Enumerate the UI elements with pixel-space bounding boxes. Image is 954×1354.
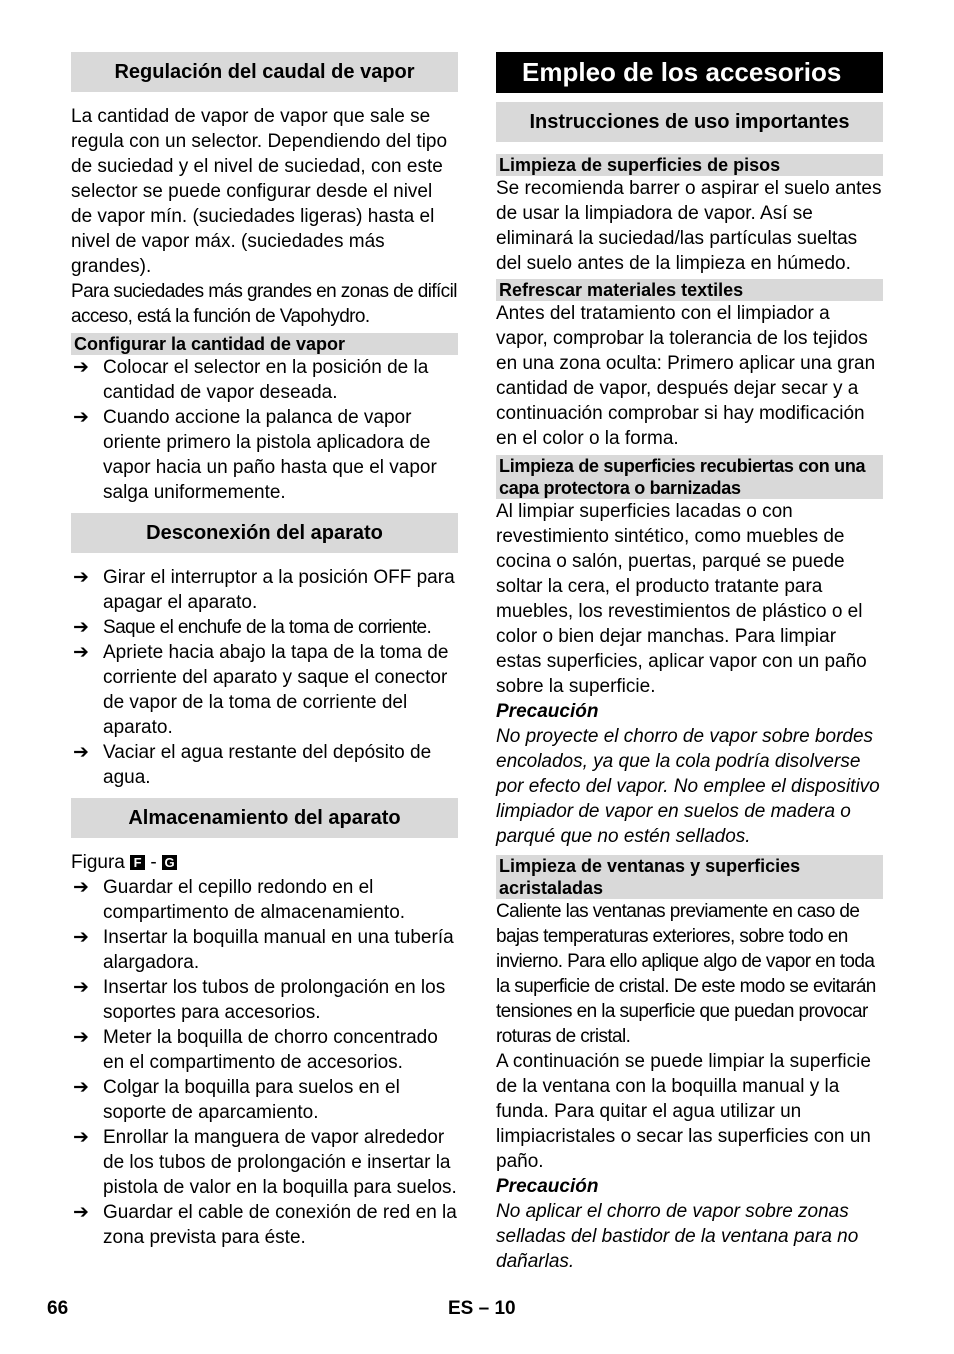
bullet-list — [71, 355, 458, 505]
paragraph: A continuación se puede limpiar la superficie de la ventana con la boquilla manual y la funda. Para quitar el agua utilizar un limpiacristales o secar las superficies con un paño. — [496, 1051, 871, 1172]
list-item: ➔ Guardar el cable de conexión de red en la zona prevista para éste. — [73, 1202, 457, 1248]
caution-text: No aplicar el chorro de vapor sobre zonas selladas del bastidor de la ventana para no dañarlas. — [496, 1201, 859, 1272]
arrow-icon: ➔ — [73, 642, 89, 663]
bullet-list — [71, 875, 458, 1250]
list-item: ➔ Apriete hacia abajo la tapa de la toma de corriente del aparato y saque el conector de vapor de la toma de corriente del aparato. — [73, 642, 449, 738]
list-item: ➔ Colgar la boquilla para suelos en el soporte de aparcamiento. — [73, 1077, 400, 1123]
paragraph: Al limpiar superficies lacadas o con revestimiento sintético, como muebles de cocina o salón, puertas, parqué se puede soltar la cera, el producto tratante para muebles, los revestimientos de plástico o el color o bien dejar manchas. Para limpiar estas superficies, aplicar vapor con un paño sobre la superficie. — [496, 501, 867, 697]
section-heading-disconnect: Desconexión del aparato — [71, 513, 458, 553]
section-heading-storage: Almacenamiento del aparato — [71, 798, 458, 838]
arrow-icon: ➔ — [73, 1127, 89, 1148]
main-heading-accessories: Empleo de los accesorios — [496, 52, 883, 93]
section-heading-important-instructions: Instrucciones de uso importantes — [496, 102, 883, 142]
subheading-floors: Limpieza de superficies de pisos — [496, 154, 883, 176]
arrow-icon: ➔ — [73, 1077, 89, 1098]
list-item: ➔ Insertar la boquilla manual en una tubería alargadora. — [73, 927, 454, 973]
subheading-textiles: Refrescar materiales textiles — [496, 279, 883, 301]
right-column — [496, 52, 883, 1274]
arrow-icon: ➔ — [73, 407, 89, 428]
list-item: ➔ Vaciar el agua restante del depósito de agua. — [73, 742, 432, 788]
figure-reference: Figura F - G — [71, 850, 458, 875]
subheading-configure-steam: Configurar la cantidad de vapor — [71, 333, 458, 355]
list-item: ➔ Girar el interruptor a la posición OFF para apagar el aparato. — [73, 567, 455, 613]
figure-box-f: F — [130, 855, 145, 870]
page-number: 66 — [47, 1298, 69, 1319]
caution-text: No proyecte el chorro de vapor sobre bordes encolados, ya que la cola podría disolverse por efecto del vapor. No emplee el dispositivo limpiador de vapor en suelos de madera o parqué que no estén sellados. — [496, 726, 880, 847]
arrow-icon: ➔ — [73, 1202, 89, 1223]
list-item: ➔ Colocar el selector en la posición de la cantidad de vapor deseada. — [73, 357, 429, 403]
paragraph: Se recomienda barrer o aspirar el suelo antes de usar la limpiadora de vapor. Así se eliminará la suciedad/las partículas sueltas del suelo antes de la limpieza en húmedo. — [496, 178, 882, 274]
arrow-icon: ➔ — [73, 617, 89, 638]
figure-box-g: G — [162, 855, 177, 870]
list-item: ➔ Meter la boquilla de chorro concentrado en el compartimento de accesorios. — [73, 1027, 438, 1073]
paragraph: La cantidad de vapor de vapor que sale se regula con un selector. Dependiendo del tipo de suciedad y el nivel de suciedad, con este selector se puede configurar desde el nivel de vapor mín. (suciedades ligeras) hasta el nivel de vapor máx. (suciedades más grandes). — [71, 106, 448, 277]
paragraph: Antes del tratamiento con el limpiador a vapor, comprobar la tolerancia de los tejidos en una zona oculta: Primero aplicar una gran cantidad de vapor, después dejar secar y a continuación comprobar si hay modificación en el color o la forma. — [496, 303, 876, 449]
arrow-icon: ➔ — [73, 877, 89, 898]
arrow-icon: ➔ — [73, 1027, 89, 1048]
arrow-icon: ➔ — [73, 742, 89, 763]
paragraph: Caliente las ventanas previamente en caso de bajas temperaturas exteriores, sobre todo en invierno. Para ello aplique algo de vapor en toda la superficie de cristal. De este modo se evitarán tensiones en la superficie que puedan provocar roturas de cristal. — [496, 901, 876, 1047]
paragraph: Para suciedades más grandes en zonas de difícil acceso, está la función de Vapohydro. — [71, 281, 457, 327]
list-item: ➔ Insertar los tubos de prolongación en los soportes para accesorios. — [73, 977, 446, 1023]
list-item: ➔ Cuando accione la palanca de vapor oriente primero la pistola aplicadora de vapor hacia un paño hasta que el vapor salga uniformemente. — [73, 407, 437, 503]
arrow-icon: ➔ — [73, 927, 89, 948]
left-column — [71, 52, 458, 1250]
subheading-varnished-surfaces: Limpieza de superficies recubiertas con una capa protectora o barnizadas — [496, 455, 883, 499]
arrow-icon: ➔ — [73, 357, 89, 378]
caution-label: Precaución — [496, 1176, 599, 1197]
list-item: ➔ Saque el enchufe de la toma de corriente. — [73, 617, 432, 638]
bullet-list — [71, 565, 458, 790]
section-heading-steam-flow: Regulación del caudal de vapor — [71, 52, 458, 92]
arrow-icon: ➔ — [73, 977, 89, 998]
list-item: ➔ Enrollar la manguera de vapor alrededor de los tubos de prolongación e insertar la pistola de valor en la boquilla para suelos. — [73, 1127, 457, 1198]
caution-label: Precaución — [496, 701, 599, 722]
list-item: ➔ Guardar el cepillo redondo en el compartimento de almacenamiento. — [73, 877, 406, 923]
section-page-number: ES – 10 — [448, 1298, 516, 1319]
subheading-windows: Limpieza de ventanas y superficies acristaladas — [496, 855, 883, 899]
arrow-icon: ➔ — [73, 567, 89, 588]
